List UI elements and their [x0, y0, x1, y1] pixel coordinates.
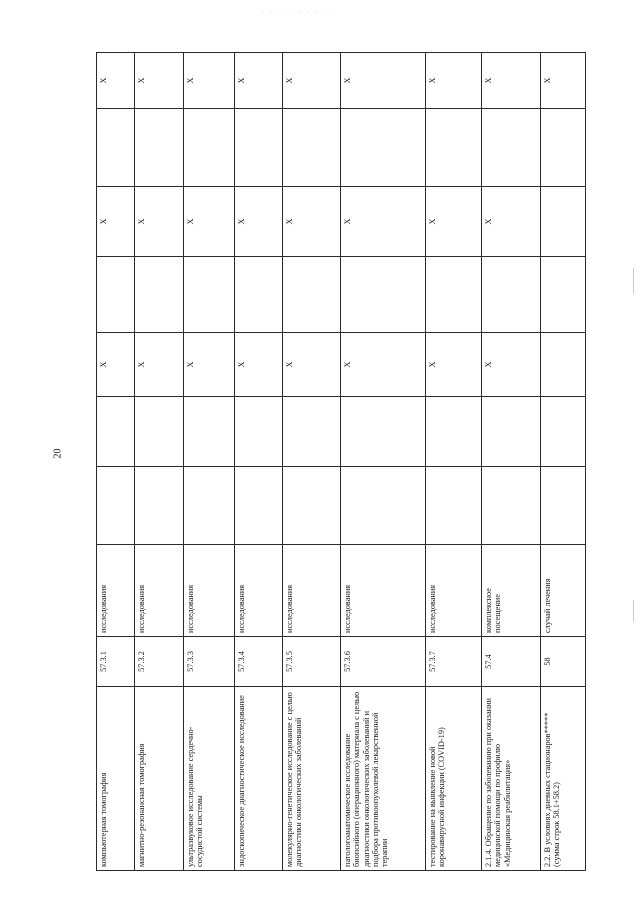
row-code-cell: 57.3.6 — [341, 637, 426, 687]
row-code-cell: 58 — [541, 637, 586, 687]
value-cell — [426, 467, 482, 545]
row-name-cell: эндоскопическое диагностическое исследование — [235, 687, 283, 871]
row-code-cell: 57.3.2 — [135, 637, 184, 687]
row-unit-cell: исследования — [426, 545, 482, 637]
value-cell — [541, 397, 586, 467]
table-row — [97, 53, 135, 871]
row-code-cell: 57.3.3 — [184, 637, 235, 687]
value-cell: Х — [482, 333, 541, 397]
value-cell — [426, 397, 482, 467]
value-cell — [341, 467, 426, 545]
value-cell: Х — [97, 53, 135, 109]
row-name-cell: компьютерная томография — [97, 687, 135, 871]
value-cell — [541, 333, 586, 397]
value-cell: Х — [283, 53, 341, 109]
value-cell — [235, 109, 283, 187]
value-cell — [135, 397, 184, 467]
value-cell — [283, 257, 341, 333]
value-cell — [184, 257, 235, 333]
value-cell — [97, 109, 135, 187]
value-cell: Х — [341, 333, 426, 397]
value-cell — [341, 109, 426, 187]
value-cell: Х — [235, 187, 283, 257]
value-cell — [235, 397, 283, 467]
value-cell — [97, 397, 135, 467]
table-row — [482, 53, 541, 871]
row-code-cell: 57.4 — [482, 637, 541, 687]
value-cell — [341, 397, 426, 467]
value-cell — [235, 257, 283, 333]
scan-specks: · · · · · · · · · · — [262, 9, 334, 15]
row-code-cell: 57.3.1 — [97, 637, 135, 687]
row-code-cell: 57.3.5 — [283, 637, 341, 687]
value-cell — [541, 467, 586, 545]
row-unit-cell: исследования — [135, 545, 184, 637]
value-cell — [283, 109, 341, 187]
page-number: 20 — [52, 448, 64, 459]
table-row — [426, 53, 482, 871]
value-cell: Х — [135, 333, 184, 397]
value-cell — [541, 187, 586, 257]
row-name-cell: ультразвуковое исследование сердечно-сосудистой системы — [184, 687, 235, 871]
row-unit-cell: исследования — [235, 545, 283, 637]
value-cell — [541, 109, 586, 187]
value-cell: Х — [184, 187, 235, 257]
value-cell: Х — [341, 187, 426, 257]
value-cell — [184, 397, 235, 467]
value-cell — [426, 257, 482, 333]
row-name-cell: молекулярно-генетическое исследование с целью диагностики онкологических заболеваний — [283, 687, 341, 871]
value-cell: Х — [135, 53, 184, 109]
value-cell — [482, 109, 541, 187]
value-cell — [541, 257, 586, 333]
value-cell: Х — [482, 187, 541, 257]
value-cell: Х — [426, 53, 482, 109]
table-row — [283, 53, 341, 871]
value-cell: Х — [184, 333, 235, 397]
value-cell: Х — [482, 53, 541, 109]
value-cell — [184, 109, 235, 187]
table-row — [541, 53, 586, 871]
table-body — [97, 53, 586, 871]
value-cell: Х — [184, 53, 235, 109]
value-cell — [283, 467, 341, 545]
row-name-cell: 2.1.4. Обращение по заболеванию при оказании медицинской помощи по профилю «Медицинская реабилитация» — [482, 687, 541, 871]
table-row — [184, 53, 235, 871]
value-cell — [97, 467, 135, 545]
value-cell: Х — [97, 187, 135, 257]
value-cell — [135, 467, 184, 545]
value-cell — [135, 109, 184, 187]
row-unit-cell: исследования — [184, 545, 235, 637]
table-row — [235, 53, 283, 871]
value-cell: Х — [235, 53, 283, 109]
value-cell — [235, 467, 283, 545]
value-cell: Х — [97, 333, 135, 397]
row-unit-cell: случай лечения — [541, 545, 586, 637]
row-unit-cell: исследования — [341, 545, 426, 637]
row-name-cell: магнитно-резонансная томография — [135, 687, 184, 871]
row-name-cell: тестирование на выявление новой коронавирусной инфекции (COVID-19) — [426, 687, 482, 871]
value-cell — [97, 257, 135, 333]
value-cell: Х — [135, 187, 184, 257]
value-cell — [482, 257, 541, 333]
value-cell: Х — [283, 187, 341, 257]
row-code-cell: 57.3.4 — [235, 637, 283, 687]
value-cell: Х — [541, 53, 586, 109]
value-cell: Х — [341, 53, 426, 109]
value-cell — [135, 257, 184, 333]
table-row — [341, 53, 426, 871]
scan-mark — [633, 268, 634, 294]
value-cell: Х — [426, 187, 482, 257]
data-table — [96, 52, 586, 871]
table-row — [135, 53, 184, 871]
rotated-table-wrapper — [96, 53, 585, 871]
row-unit-cell: исследования — [283, 545, 341, 637]
scan-mark — [633, 600, 634, 622]
value-cell — [283, 397, 341, 467]
row-unit-cell: исследования — [97, 545, 135, 637]
value-cell: Х — [235, 333, 283, 397]
row-name-cell: 2.2. В условиях дневных стационаров***** (сумма строк 58.1+58.2) — [541, 687, 586, 871]
value-cell — [184, 467, 235, 545]
value-cell — [341, 257, 426, 333]
row-code-cell: 57.3.7 — [426, 637, 482, 687]
row-unit-cell: комплексное посещение — [482, 545, 541, 637]
value-cell: Х — [283, 333, 341, 397]
value-cell — [426, 109, 482, 187]
value-cell — [482, 397, 541, 467]
row-name-cell: патологоанатомическое исследование биопсийного (операционного) материала с целью диагностики онкологических заболеваний и подбора противоопухолевой лекарственной терапии — [341, 687, 426, 871]
value-cell — [482, 467, 541, 545]
value-cell: Х — [426, 333, 482, 397]
